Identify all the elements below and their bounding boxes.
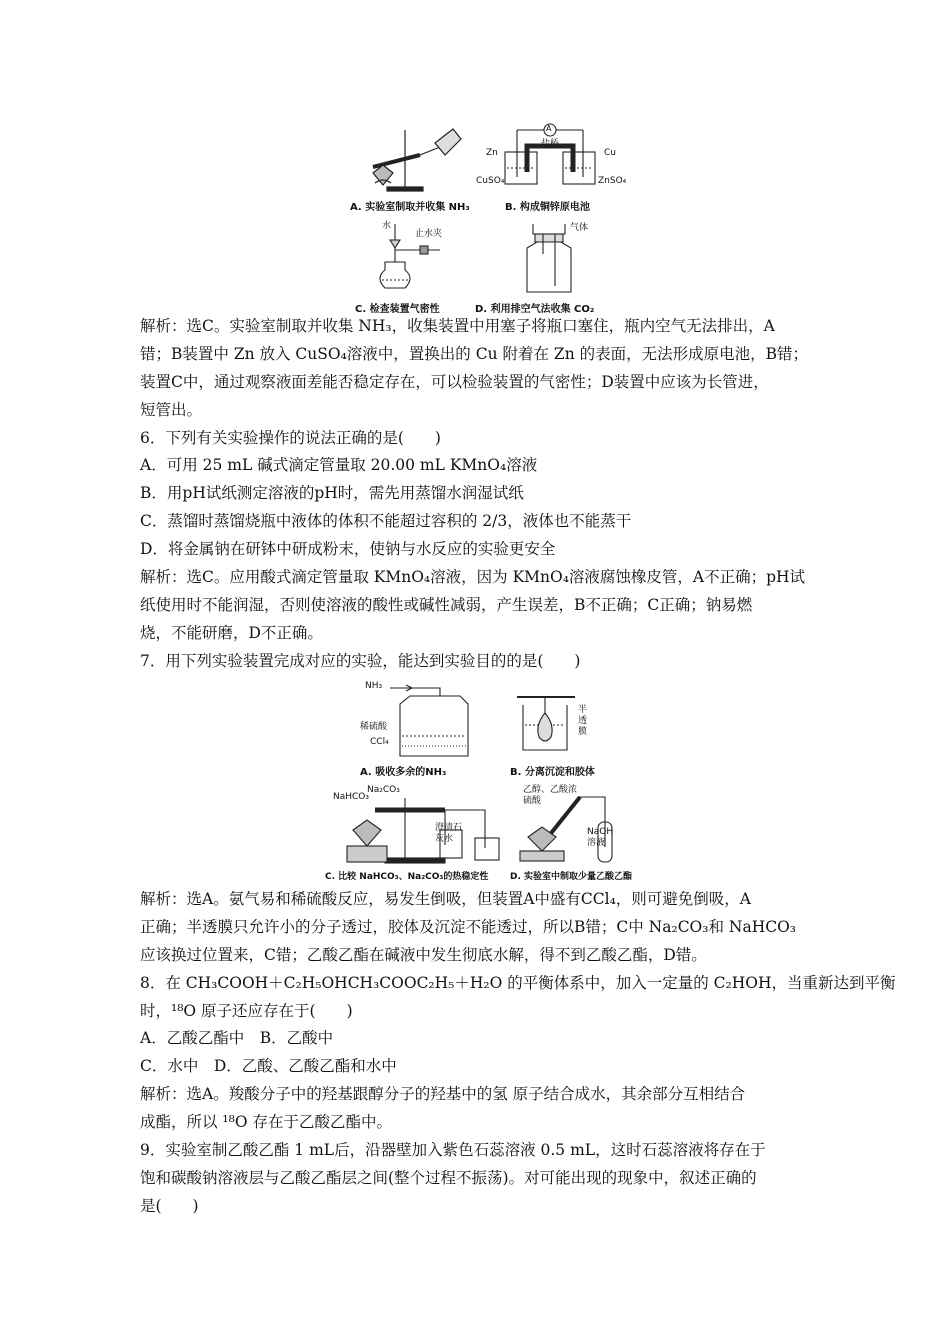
question-9-stem-line-2: 饱和碳酸钠溶液层与乙酸乙酯层之间(整个过程不振荡)。对可能出现的现象中，叙述正确的 [140,1169,757,1187]
label-salt-bridge: 盐桥 [541,139,560,149]
apparatus-q7c-diagram [345,790,505,865]
label-ccl4: CCl₄ [370,737,389,747]
analysis-q5-line-4: 短管出。 [140,401,203,419]
figure-q7 [325,675,645,885]
analysis-q5-line-1: 解析：选C。实验室制取并收集 NH₃，收集装置中用塞子将瓶口塞住，瓶内空气无法排出，A [140,317,775,335]
question-8-options-line-2: C．水中 D．乙酸、乙酸乙酯和水中 [140,1057,397,1075]
label-clamp: 止水夹 [415,229,443,239]
label-semipermeable-membrane: 半透膜 [578,705,588,737]
analysis-q7-line-2: 正确；半透膜只允许小的分子透过，胶体及沉淀不能透过，所以B错；C中 Na₂CO₃和 NaHCO₃ [140,918,797,936]
label-reagents: 乙醇、乙酸浓硫酸 [523,785,578,806]
caption-q7-c: C. 比较 NaHCO₃、Na₂CO₃的热稳定性 [325,872,489,882]
question-9-stem-line-1: 9．实验室制乙酸乙酯 1 mL后，沿器壁加入紫色石蕊溶液 0.5 mL，这时石蕊溶液将存在于 [140,1141,766,1159]
apparatus-a-diagram [365,125,465,195]
caption-q7-d: D. 实验室中制取少量乙酸乙酯 [510,872,633,882]
label-nh3: NH₃ [365,681,383,691]
caption-apparatus-d: D. 利用排空气法收集 CO₂ [475,304,595,315]
label-water: 水 [382,221,392,231]
label-naoh-solution: NaOH溶液 [587,827,614,848]
analysis-q7-line-1: 解析：选A。氨气易和稀硫酸反应，易发生倒吸，但装置A中盛有CCl₄，则可避免倒吸，A [140,890,751,908]
question-6-option-c: C．蒸馏时蒸馏烧瓶中液体的体积不能超过容积的 2/3，液体也不能蒸干 [140,512,632,530]
apparatus-q7b-diagram [515,695,585,755]
question-6-option-b: B．用pH试纸测定溶液的pH时，需先用蒸馏水润湿试纸 [140,484,524,502]
label-gas: 气体 [570,223,589,233]
label-nahco3: NaHCO₃ [333,792,369,802]
analysis-q5-line-2: 错；B装置中 Zn 放入 CuSO₄溶液中，置换出的 Cu 附着在 Zn 的表面，无法形成原电池，B错； [140,345,809,363]
label-ammeter: A [546,124,552,133]
caption-apparatus-c: C. 检查装置气密性 [355,304,440,315]
label-limewater: 澄清石灰水 [435,823,463,844]
analysis-q5-line-3: 装置C中，通过观察液面差能否稳定存在，可以检验装置的气密性；D装置中应该为长管进， [140,373,769,391]
question-8-options-line-1: A．乙酸乙酯中 B．乙酸中 [140,1029,334,1047]
label-dilute-sulfuric-acid: 稀硫酸 [360,722,388,732]
analysis-q6-line-3: 烧，不能研磨，D不正确。 [140,624,323,642]
question-6-option-d: D．将金属钠在研钵中研成粉末，使钠与水反应的实验更安全 [140,540,556,558]
caption-q7-a: A. 吸收多余的NH₃ [360,767,447,778]
question-7-stem: 7．用下列实验装置完成对应的实验，能达到实验目的的是( ) [140,652,581,670]
question-6-stem: 6．下列有关实验操作的说法正确的是( ) [140,429,441,447]
analysis-q8-line-1: 解析：选A。羧酸分子中的羟基跟醇分子的羟基中的氢 原子结合成水，其余部分互相结合 [140,1085,746,1103]
label-na2co3: Na₂CO₃ [367,785,400,795]
question-9-stem-line-3: 是( ) [140,1197,199,1215]
caption-apparatus-a: A. 实验室制取并收集 NH₃ [350,202,470,213]
label-cuso4: CuSO₄ [476,176,505,186]
question-8-stem-line-1: 8．在 CH₃COOH＋C₂H₅OHCH₃COOC₂H₅＋H₂O 的平衡体系中，加入一定量的 C₂HOH，当重新达到平衡 [140,974,896,992]
question-6-option-a: A．可用 25 mL 碱式滴定管量取 20.00 mL KMnO₄溶液 [140,456,538,474]
analysis-q6-line-2: 纸使用时不能润湿，否则使溶液的酸性或碱性减弱，产生误差，B不正确；C正确；钠易燃 [140,596,753,614]
label-zn: Zn [486,148,498,158]
figure-q5 [340,120,627,315]
analysis-q8-line-2: 成酯，所以 ¹⁸O 存在于乙酸乙酯中。 [140,1113,392,1131]
caption-apparatus-b: B. 构成铜锌原电池 [505,202,590,213]
label-znso4: ZnSO₄ [598,176,627,186]
label-cu: Cu [604,148,616,158]
analysis-q7-line-3: 应该换过位置来，C错；乙酸乙酯在碱液中发生彻底水解，得不到乙酸乙酯，D错。 [140,946,707,964]
caption-q7-b: B. 分离沉淀和胶体 [510,767,595,778]
analysis-q6-line-1: 解析：选C。应用酸式滴定管量取 KMnO₄溶液，因为 KMnO₄溶液腐蚀橡皮管，A不正确；pH试 [140,568,806,586]
question-8-stem-line-2: 时，¹⁸O 原子还应存在于( ) [140,1002,353,1020]
